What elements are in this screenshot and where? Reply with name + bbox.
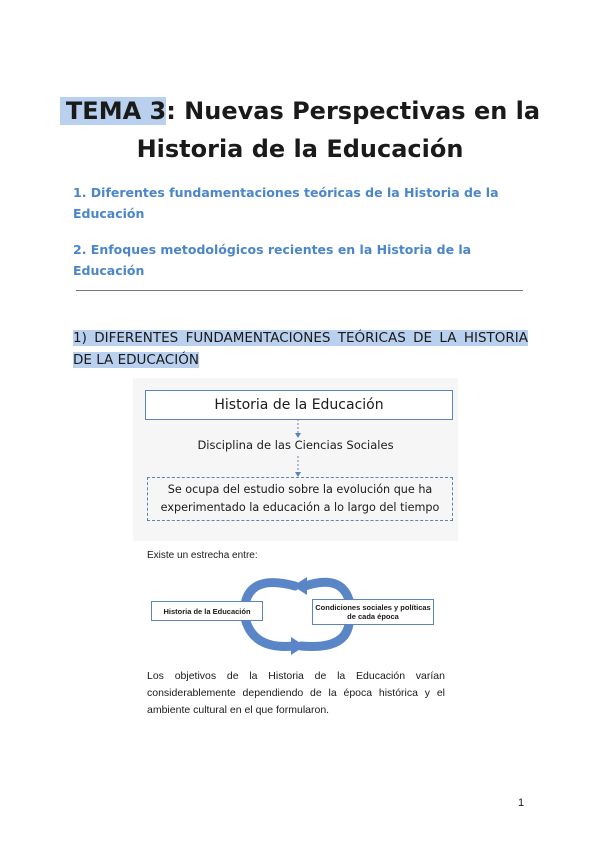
- scope-box: Se ocupa del estudio sobre la evolución que ha experimentado la educación a lo largo del tiempo: [147, 477, 453, 521]
- historia-small-box: Historia de la Educación: [151, 601, 263, 621]
- title-highlight: TEMA 3: [60, 97, 166, 125]
- discipline-label: Disciplina de las Ciencias Sociales: [197, 438, 394, 452]
- cycle-arrow-left-bottom: [245, 618, 293, 646]
- page-title-line-2: Historia de la Educación: [136, 135, 464, 163]
- section-heading: [73, 327, 528, 371]
- cycle-arrow-right-top: [305, 582, 349, 600]
- historia-box: Historia de la Educación: [145, 390, 453, 420]
- objectives-text: Los objetivos de la Historia de la Educación varían considerablemente dependiendo de la época histórica y el ambiente cultural en el que formularon.: [147, 670, 445, 716]
- condiciones-box: Condiciones sociales y políticas de cada época: [312, 599, 434, 625]
- horizontal-divider: [76, 290, 523, 291]
- title-rest: : Nuevas Perspectivas en la: [166, 97, 541, 125]
- toc-item-1[interactable]: 1. Diferentes fundamentaciones teóricas de la Historia de la Educación: [73, 185, 499, 221]
- cycle-arrowhead-left: [293, 577, 307, 595]
- concept-diagram: [133, 378, 458, 725]
- page-title-line-1: [0, 92, 600, 130]
- relation-intro: Existe un estrecha entre:: [147, 550, 258, 561]
- toc-item-2[interactable]: 2. Enfoques metodológicos recientes en la Historia de la Educación: [73, 242, 472, 278]
- cycle-arrow-right-bottom: [301, 624, 349, 647]
- page-number: 1: [518, 797, 525, 809]
- section-heading-text: 1) DIFERENTES FUNDAMENTACIONES TEÓRICAS DE LA HISTORIA DE LA EDUCACIÓN: [73, 330, 528, 368]
